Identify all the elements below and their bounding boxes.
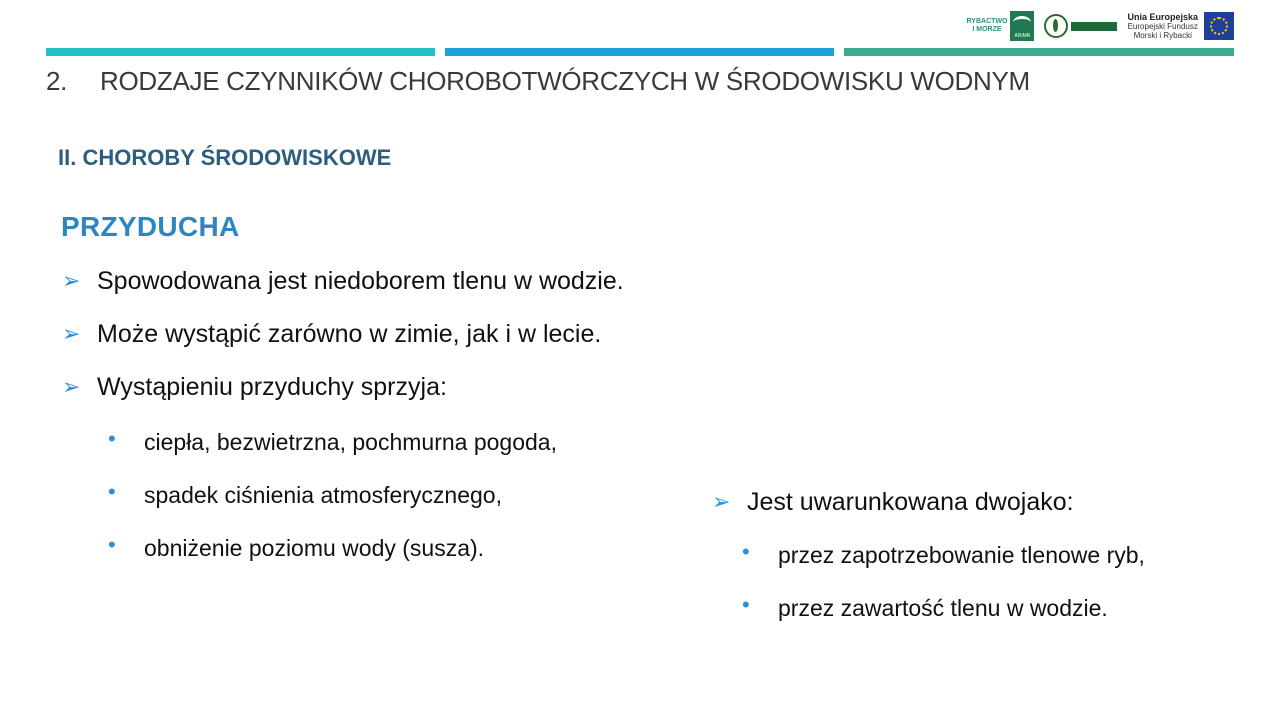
dot-bullet-icon: • (742, 592, 750, 617)
eu-line2: Europejski Fundusz (1127, 21, 1198, 31)
sub-bullet-text: przez zapotrzebowanie tlenowe ryb, (778, 542, 1145, 568)
sub-bullet-text: przez zawartość tlenu w wodzie. (778, 595, 1108, 621)
eu-logo-text (1127, 13, 1198, 40)
blue-bar (445, 48, 834, 56)
sub-bullet-text: ciepła, bezwietrzna, pochmurna pogoda, (144, 429, 557, 455)
arimr-logo-icon (1010, 11, 1034, 41)
decorative-bars (46, 48, 1234, 56)
dot-bullet-icon: • (108, 479, 116, 504)
cyan-bar (46, 48, 435, 56)
arrow-bullet-icon: ➢ (62, 268, 81, 293)
dot-bullet-icon: • (742, 539, 750, 564)
section-subtitle: II. CHOROBY ŚRODOWISKOWE (58, 145, 392, 170)
header-logos (967, 8, 1235, 44)
slide-title (46, 66, 1030, 97)
rybactwo-line2: I MORZE (972, 26, 1002, 33)
slide-title-text: RODZAJE CZYNNIKÓW CHOROBOTWÓRCZYCH W ŚRODOWISKU WODNYM (100, 66, 1030, 96)
arrow-bullet-icon: ➢ (62, 321, 81, 346)
topic-heading: PRZYDUCHA (61, 211, 240, 242)
slide-title-number: 2. (46, 66, 68, 96)
green-bar (844, 48, 1234, 56)
bullet-text: Jest uwarunkowana dwojako: (747, 488, 1074, 516)
sub-bullet-text: obniżenie poziomu wody (susza). (144, 535, 485, 561)
arimr-label: ARiMR (1014, 33, 1031, 39)
bullet-text: Może wystąpić zarówno w zimie, jak i w lecie. (97, 320, 602, 348)
eu-line1: Unia Europejska (1127, 11, 1198, 22)
arrow-bullet-icon: ➢ (712, 489, 731, 514)
bullet-text: Wystąpieniu przyduchy sprzyja: (97, 373, 447, 401)
rybactwo-logo (967, 11, 1035, 41)
programme-logo (1044, 14, 1117, 38)
eu-flag-icon (1204, 12, 1234, 40)
dot-bullet-icon: • (108, 426, 116, 451)
sub-bullet-text: spadek ciśnienia atmosferycznego, (144, 482, 502, 508)
bullet-text: Spowodowana jest niedoborem tlenu w wodzie. (97, 267, 624, 295)
rybactwo-logo-text (967, 18, 1008, 34)
leaf-emblem-icon (1044, 14, 1068, 38)
arrow-bullet-icon: ➢ (62, 374, 81, 399)
eu-logo (1127, 12, 1234, 40)
eu-line3: Morski i Rybacki (1133, 30, 1192, 40)
dot-bullet-icon: • (108, 532, 116, 557)
rybactwo-line1: RYBACTWO (966, 18, 1008, 25)
programme-banner (1071, 22, 1117, 31)
